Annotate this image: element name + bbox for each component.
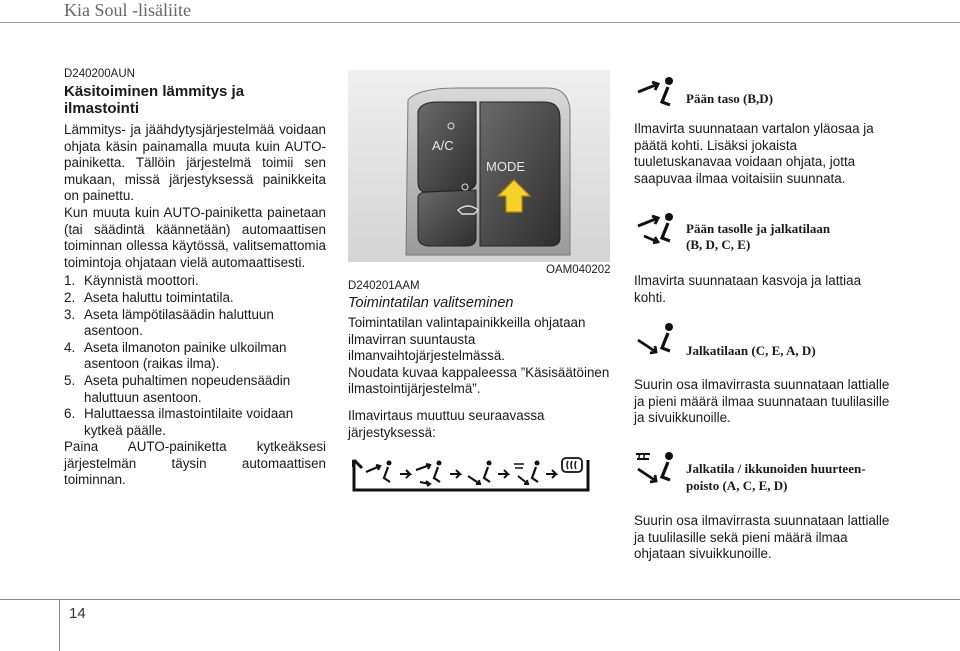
mode-title: Jalkatila / ikkunoiden huurteen- — [686, 461, 866, 476]
mode-sequence-diagram — [352, 454, 590, 494]
list-item: 5. Aseta puhaltimen nopeudensäädin haluttuun asentoon. — [64, 372, 291, 405]
photo-code: OAM040202 — [546, 264, 611, 276]
mode-button-label: MODE — [486, 159, 525, 174]
face-vent-icon — [634, 76, 678, 106]
floor-defrost-vent-icon — [514, 461, 540, 485]
left-column — [64, 67, 326, 489]
defrost-icon — [562, 458, 582, 472]
mode-title: (B, D, C, E) — [686, 237, 751, 252]
intro-paragraph-1: Lämmitys- ja jäähdytysjärjestelmää voidaan ohjata käsin painamalla muuta kuin AUTO-painiketta. Tällöin järjestelmä toimii sen mukaan, missä järjestyksessä painikkeita on painettu. — [64, 122, 326, 204]
mode-description: Suurin osa ilmavirrasta suunnataan lattialle ja tuulilasille sekä pieni määrä ilmaa ohjataan sivuikkunoille. — [634, 513, 890, 562]
face-vent-icon — [366, 461, 392, 483]
header-title: Kia Soul -lisäliite — [64, 0, 191, 20]
list-item: 4. Aseta ilmanoton painike ulkoilman asentoon (raikas ilma). — [64, 339, 287, 372]
section-heading: Toimintatilan valitseminen — [348, 295, 514, 311]
floor-vent-icon — [468, 461, 492, 485]
mode-title: Pään taso (B,D) — [686, 91, 774, 106]
section-heading: Käsitoiminen lämmitys ja ilmastointi — [64, 83, 245, 117]
mode-description: Ilmavirta suunnataan vartalon yläosaa ja päätä kohti. Lisäksi jokaista tuuletuskanavaa voidaan ohjata, jotta saapuvaa ilmaa voitaisiin suunnata. — [634, 121, 874, 186]
bi-level-vent-icon — [416, 461, 442, 487]
control-panel-illustration — [348, 70, 610, 262]
mode-description: Ilmavirta suunnataan kasvoja ja lattiaa kohti. — [634, 273, 862, 305]
control-panel-photo — [348, 70, 610, 262]
middle-paragraph-3: Ilmavirtaus muuttuu seuraavassa järjestyksessä: — [348, 407, 545, 440]
list-item: 6. Haluttaessa ilmastointilaite voidaan kytkeä päälle. — [64, 406, 294, 438]
page-number: 14 — [69, 605, 86, 622]
outro-paragraph: Paina AUTO-painiketta kytkeäksesi järjestelmän täysin automaattisen toiminnan. — [64, 439, 326, 488]
mode-title: Pään tasolle ja jalkatilaan — [686, 221, 831, 236]
page-header — [0, 0, 960, 23]
intro-paragraph-2: Kun muuta kuin AUTO-painiketta painetaan (tai säädintä käännetään) automaattisen toiminnan ollessa käytössä, valitsemattomia toimintoja ohjataan vielä automaattisesti. — [64, 204, 326, 270]
list-item: 2. Aseta haluttu toimintatila. — [64, 289, 234, 305]
middle-column — [348, 279, 610, 441]
steps-list — [64, 273, 326, 439]
list-item: 1. Käynnistä moottori. — [64, 273, 199, 289]
footer-rule — [0, 599, 960, 600]
list-item: 3. Aseta lämpötilasäädin haluttuun asentoon. — [64, 306, 274, 339]
section-code: D240201AAM — [348, 280, 420, 292]
section-code: D240200AUN — [64, 68, 135, 80]
mode-title: Jalkatilaan (C, E, A, D) — [686, 343, 816, 358]
mode-description: Suurin osa ilmavirrasta suunnataan lattialle ja pieni määrä ilmaa suunnataan tuulilasille ja sivuikkunoille. — [634, 377, 890, 426]
middle-paragraph-1: Toimintatilan valintapainikkeilla ohjataan ilmavirran suuntausta ilmanvaihtojärjestelmässä. — [348, 315, 586, 364]
floor-defrost-vent-icon — [634, 451, 678, 485]
floor-vent-icon — [634, 322, 678, 356]
ac-button-label: A/C — [432, 138, 454, 153]
bi-level-vent-icon — [634, 212, 678, 246]
footer-rule — [59, 599, 60, 651]
middle-paragraph-2: Noudata kuvaa kappaleessa ”Käsisäätöinen ilmastointijärjestelmä”. — [348, 364, 610, 397]
mode-title: poisto (A, C, E, D) — [686, 478, 788, 493]
